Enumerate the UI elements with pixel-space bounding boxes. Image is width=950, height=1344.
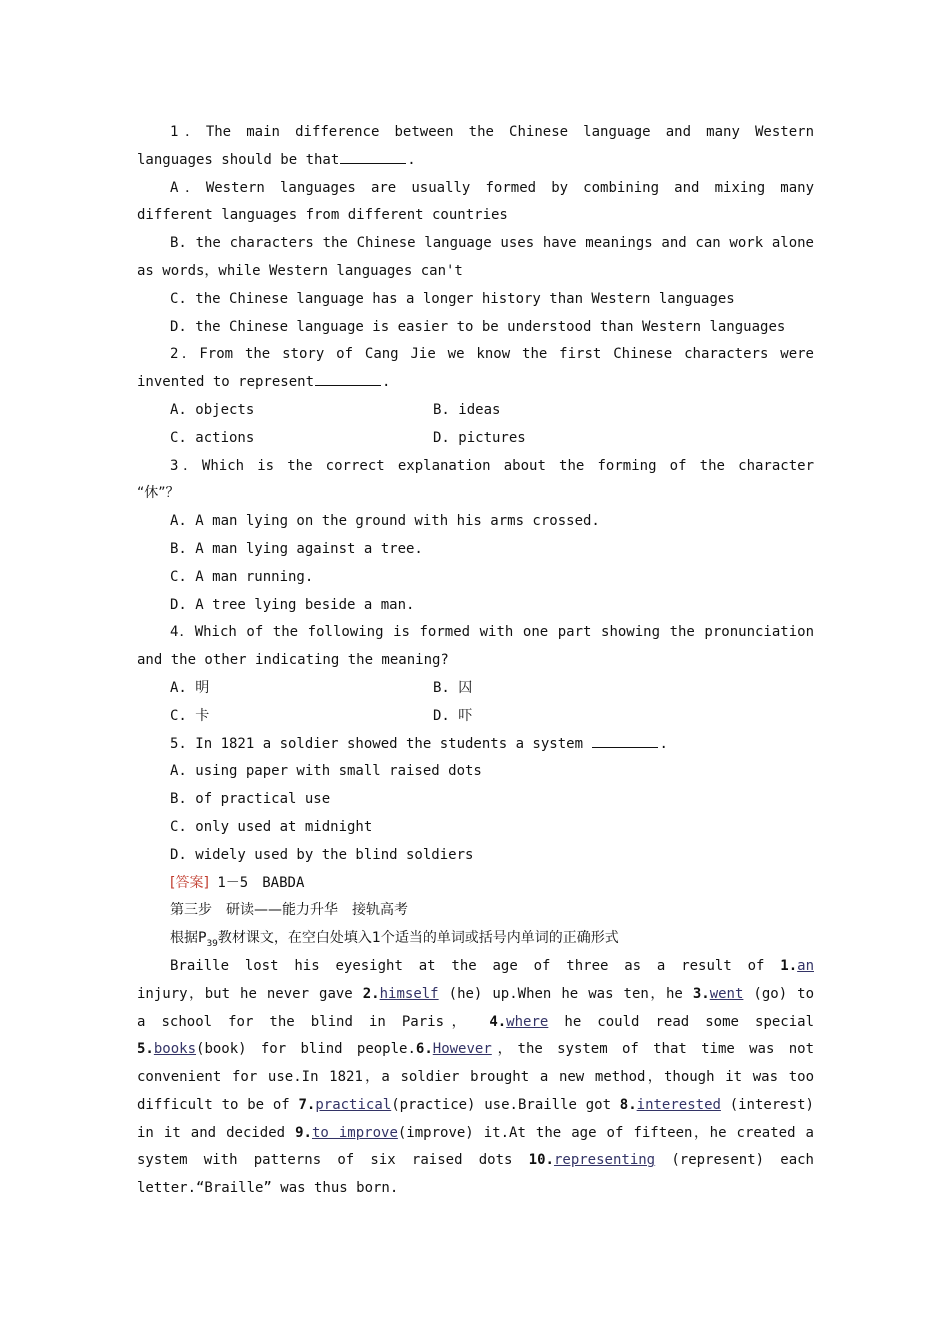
passage-line-9: letter.“Braille” was thus born. xyxy=(137,1180,399,1197)
q5-stem-text: 5. In 1821 a soldier showed the students a system xyxy=(170,735,584,752)
q5-option-a: A. using paper with small raised dots xyxy=(170,763,482,780)
q5-option-b: B. of practical use xyxy=(170,791,331,808)
step3-instr-post: 教材课文，在空白处填入1个适当的单词或括号内单词的正确形式 xyxy=(217,930,619,947)
blank-answer: interested xyxy=(636,1096,721,1113)
q1-stem-line1: 1．The main difference between the Chinese language and many Western xyxy=(170,124,814,140)
q1-stem-line2 xyxy=(137,147,814,175)
passage-text: (he) up.When he was ten，he xyxy=(448,985,683,1002)
blank-answer: representing xyxy=(553,1152,656,1169)
q2-stem-line1: 2．From the story of Cang Jie we know the first Chinese characters were xyxy=(170,346,814,363)
q3-option-c: C. A man running. xyxy=(170,568,314,585)
blank-number: 6. xyxy=(415,1041,433,1058)
q2-options-row1 xyxy=(137,397,814,425)
blank-answer: practical xyxy=(315,1096,392,1113)
blank-answer: an xyxy=(797,957,814,974)
passage-line-1 xyxy=(137,953,814,981)
q2-stem-line2 xyxy=(137,369,814,397)
passage-line-7 xyxy=(137,1120,814,1148)
passage-line-3 xyxy=(137,1009,814,1037)
passage-text: (go) to xyxy=(753,985,814,1002)
q1-option-a-line1: A．Western languages are usually formed by combining and mixing many xyxy=(170,179,814,196)
q4-options-row1 xyxy=(137,675,814,703)
passage-line-2 xyxy=(137,981,814,1009)
blank-answer: However xyxy=(432,1041,492,1058)
answer-key-tag: [答案] xyxy=(170,874,209,891)
q4-option-d: D. 吓 xyxy=(433,707,473,724)
passage-text: (practice) use.Braille got xyxy=(391,1096,612,1113)
q4-stem-line2: and the other indicating the meaning? xyxy=(137,652,449,669)
passage-line-6 xyxy=(137,1092,814,1120)
q5-answer-blank xyxy=(592,731,658,748)
blank-number: 10. xyxy=(528,1152,554,1169)
passage-text: Braille lost his eyesight at the age of three as a result of xyxy=(170,957,765,974)
blank-number: 9. xyxy=(295,1124,312,1141)
q3-stem-line2: “休”？ xyxy=(137,485,180,502)
passage-text: (represent) each xyxy=(671,1152,814,1169)
passage-text: in it and decided xyxy=(137,1124,286,1141)
step3-heading: 第三步 研读——能力升华 接轨高考 xyxy=(170,902,408,919)
q1-option-b-line1: B. the characters the Chinese language uses have meanings and can work alone xyxy=(170,235,814,252)
q3-stem-line1: 3．Which is the correct explanation about the forming of the character xyxy=(170,457,814,474)
q4-stem-line1: 4．Which of the following is formed with one part showing the pronunciation xyxy=(170,624,814,641)
q3-option-d: D. A tree lying beside a man. xyxy=(170,596,415,613)
q1-option-a-line2: different languages from different countries xyxy=(137,207,508,224)
q1-answer-blank xyxy=(340,147,406,164)
blank-number: 8. xyxy=(619,1096,637,1113)
q3-option-a: A. A man lying on the ground with his arms crossed. xyxy=(170,513,600,530)
q2-option-c: C. actions xyxy=(170,429,255,446)
q1-option-d: D. the Chinese language is easier to be understood than Western languages xyxy=(170,318,786,335)
step3-instr-pre: 根据P xyxy=(170,930,207,947)
q5-stem-end: . xyxy=(659,735,668,752)
q5-option-d: D. widely used by the blind soldiers xyxy=(170,846,474,863)
q5-stem xyxy=(137,731,814,759)
answer-key-text: 1－5 BABDA xyxy=(217,874,305,891)
passage-text: ，the system of that time was not xyxy=(491,1041,814,1058)
step3-instruction xyxy=(137,925,814,953)
passage-text: (improve) it.At the age of fifteen，he created a xyxy=(397,1124,814,1141)
worksheet-content xyxy=(137,119,814,1203)
q5-option-c: C. only used at midnight xyxy=(170,818,373,835)
blank-answer: books xyxy=(153,1041,197,1058)
q2-option-b: B. ideas xyxy=(433,401,501,418)
passage-text: (book) for blind people. xyxy=(196,1041,416,1058)
q1-option-c: C. the Chinese language has a longer history than Western languages xyxy=(170,290,735,307)
q2-options-row2 xyxy=(137,425,814,453)
q1-option-b-line2: as words，while Western languages can't xyxy=(137,262,463,279)
answer-key xyxy=(137,870,814,898)
step3-page-ref: 39 xyxy=(206,938,218,949)
blank-answer: where xyxy=(506,1013,549,1030)
q2-option-a: A. objects xyxy=(170,401,255,418)
q3-option-b: B. A man lying against a tree. xyxy=(170,540,423,557)
blank-answer: to improve xyxy=(311,1124,398,1141)
passage-text: he could read some special xyxy=(564,1013,814,1030)
blank-number: 2. xyxy=(362,985,380,1002)
q2-stem-text: invented to represent xyxy=(137,374,315,391)
q1-stem-end: . xyxy=(407,151,416,168)
q2-answer-blank xyxy=(315,369,381,386)
blank-number: 4. xyxy=(489,1013,507,1030)
q4-option-a: A. 明 xyxy=(170,679,210,696)
blank-number: 7. xyxy=(298,1096,316,1113)
blank-number: 5. xyxy=(137,1041,154,1058)
q2-stem-end: . xyxy=(382,374,391,391)
passage-line-8 xyxy=(137,1147,814,1175)
passage-text: system with patterns of six raised dots xyxy=(137,1152,513,1169)
blank-number: 3. xyxy=(692,985,710,1002)
passage-text: (interest) xyxy=(729,1096,814,1113)
passage-line-5: convenient for use.In 1821，a soldier brought a new method，though it was too xyxy=(137,1069,814,1086)
q4-options-row2 xyxy=(137,703,814,731)
blank-number: 1. xyxy=(780,957,798,974)
passage-text: a school for the blind in Paris， xyxy=(137,1013,474,1030)
blank-answer: went xyxy=(709,985,744,1002)
q4-option-b: B. 囚 xyxy=(433,679,473,696)
q4-option-c: C. 卡 xyxy=(170,707,210,724)
q1-stem-text: languages should be that xyxy=(137,151,340,168)
passage-text: injury，but he never gave xyxy=(137,985,353,1002)
passage-text: difficult to be of xyxy=(137,1096,290,1113)
q2-option-d: D. pictures xyxy=(433,429,526,446)
passage-line-4 xyxy=(137,1036,814,1064)
blank-answer: himself xyxy=(379,985,439,1002)
